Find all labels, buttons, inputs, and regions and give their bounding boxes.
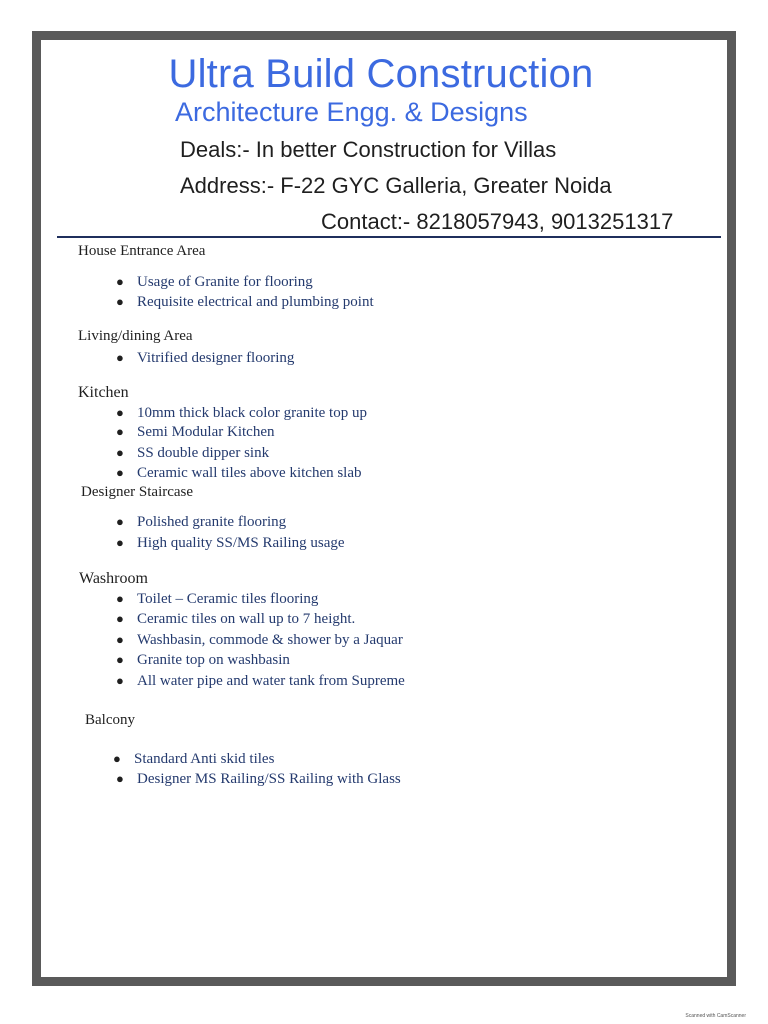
header-divider bbox=[57, 236, 721, 238]
list-item-text: All water pipe and water tank from Supreme bbox=[137, 673, 405, 689]
bullet-icon: ● bbox=[116, 424, 124, 439]
list-item bbox=[116, 591, 319, 608]
bullet-icon: ● bbox=[116, 350, 124, 365]
bullet-icon: ● bbox=[116, 465, 124, 480]
document-page bbox=[32, 31, 736, 986]
bullet-icon: ● bbox=[116, 274, 124, 289]
list-item-text: SS double dipper sink bbox=[137, 445, 270, 461]
list-item-text: 10mm thick black color granite top up bbox=[137, 405, 367, 421]
list-item bbox=[116, 274, 313, 291]
list-item-text: Ceramic tiles on wall up to 7 height. bbox=[137, 611, 356, 627]
list-item bbox=[116, 771, 401, 788]
list-item-text: Granite top on washbasin bbox=[137, 652, 290, 668]
deals-line: Deals:- In better Construction for Villas bbox=[180, 137, 557, 162]
list-item-text: High quality SS/MS Railing usage bbox=[137, 535, 345, 551]
bullet-icon: ● bbox=[116, 445, 124, 460]
list-item bbox=[116, 652, 290, 669]
list-item bbox=[116, 535, 345, 552]
bullet-icon: ● bbox=[116, 611, 124, 626]
section-heading-kitchen: Kitchen bbox=[78, 384, 129, 401]
bullet-icon: ● bbox=[116, 514, 124, 529]
bullet-icon: ● bbox=[116, 535, 124, 550]
bullet-icon: ● bbox=[116, 771, 124, 786]
list-item-text: Semi Modular Kitchen bbox=[137, 424, 275, 440]
list-item bbox=[116, 632, 403, 649]
list-item bbox=[116, 465, 362, 482]
section-heading-washroom: Washroom bbox=[79, 570, 148, 587]
list-item bbox=[116, 350, 295, 367]
list-item bbox=[113, 751, 275, 768]
list-item bbox=[116, 445, 270, 462]
bullet-icon: ● bbox=[116, 591, 124, 606]
list-item-text: Polished granite flooring bbox=[137, 514, 287, 530]
list-item-text: Ceramic wall tiles above kitchen slab bbox=[137, 465, 362, 481]
list-item-text: Designer MS Railing/SS Railing with Glass bbox=[137, 771, 401, 787]
bullet-icon: ● bbox=[116, 673, 124, 688]
list-item-text: Requisite electrical and plumbing point bbox=[137, 294, 374, 310]
section-heading-house-entrance: House Entrance Area bbox=[78, 243, 206, 259]
bullet-icon: ● bbox=[116, 652, 124, 667]
list-item bbox=[116, 611, 356, 628]
bullet-icon: ● bbox=[116, 632, 124, 647]
list-item-text: Usage of Granite for flooring bbox=[137, 274, 313, 290]
section-heading-staircase: Designer Staircase bbox=[81, 484, 194, 500]
list-item bbox=[116, 294, 374, 311]
section-heading-balcony: Balcony bbox=[85, 712, 135, 728]
list-item bbox=[116, 424, 275, 441]
list-item bbox=[116, 405, 367, 422]
contact-line: Contact:- 8218057943, 9013251317 bbox=[321, 209, 674, 234]
list-item-text: Standard Anti skid tiles bbox=[134, 751, 275, 767]
list-item bbox=[116, 673, 405, 690]
section-heading-living-dining: Living/dining Area bbox=[78, 328, 193, 344]
scanner-watermark: Scanned with CamScanner bbox=[685, 1013, 746, 1019]
bullet-icon: ● bbox=[116, 294, 124, 309]
address-line: Address:- F-22 GYC Galleria, Greater Noida bbox=[180, 173, 612, 198]
list-item-text: Washbasin, commode & shower by a Jaquar bbox=[137, 632, 403, 648]
list-item-text: Vitrified designer flooring bbox=[137, 350, 295, 366]
list-item bbox=[116, 514, 287, 531]
bullet-icon: ● bbox=[116, 405, 124, 420]
bullet-icon: ● bbox=[113, 751, 121, 766]
list-item-text: Toilet – Ceramic tiles flooring bbox=[137, 591, 319, 607]
company-subtitle: Architecture Engg. & Designs bbox=[175, 97, 528, 127]
company-title: Ultra Build Construction bbox=[168, 52, 594, 96]
